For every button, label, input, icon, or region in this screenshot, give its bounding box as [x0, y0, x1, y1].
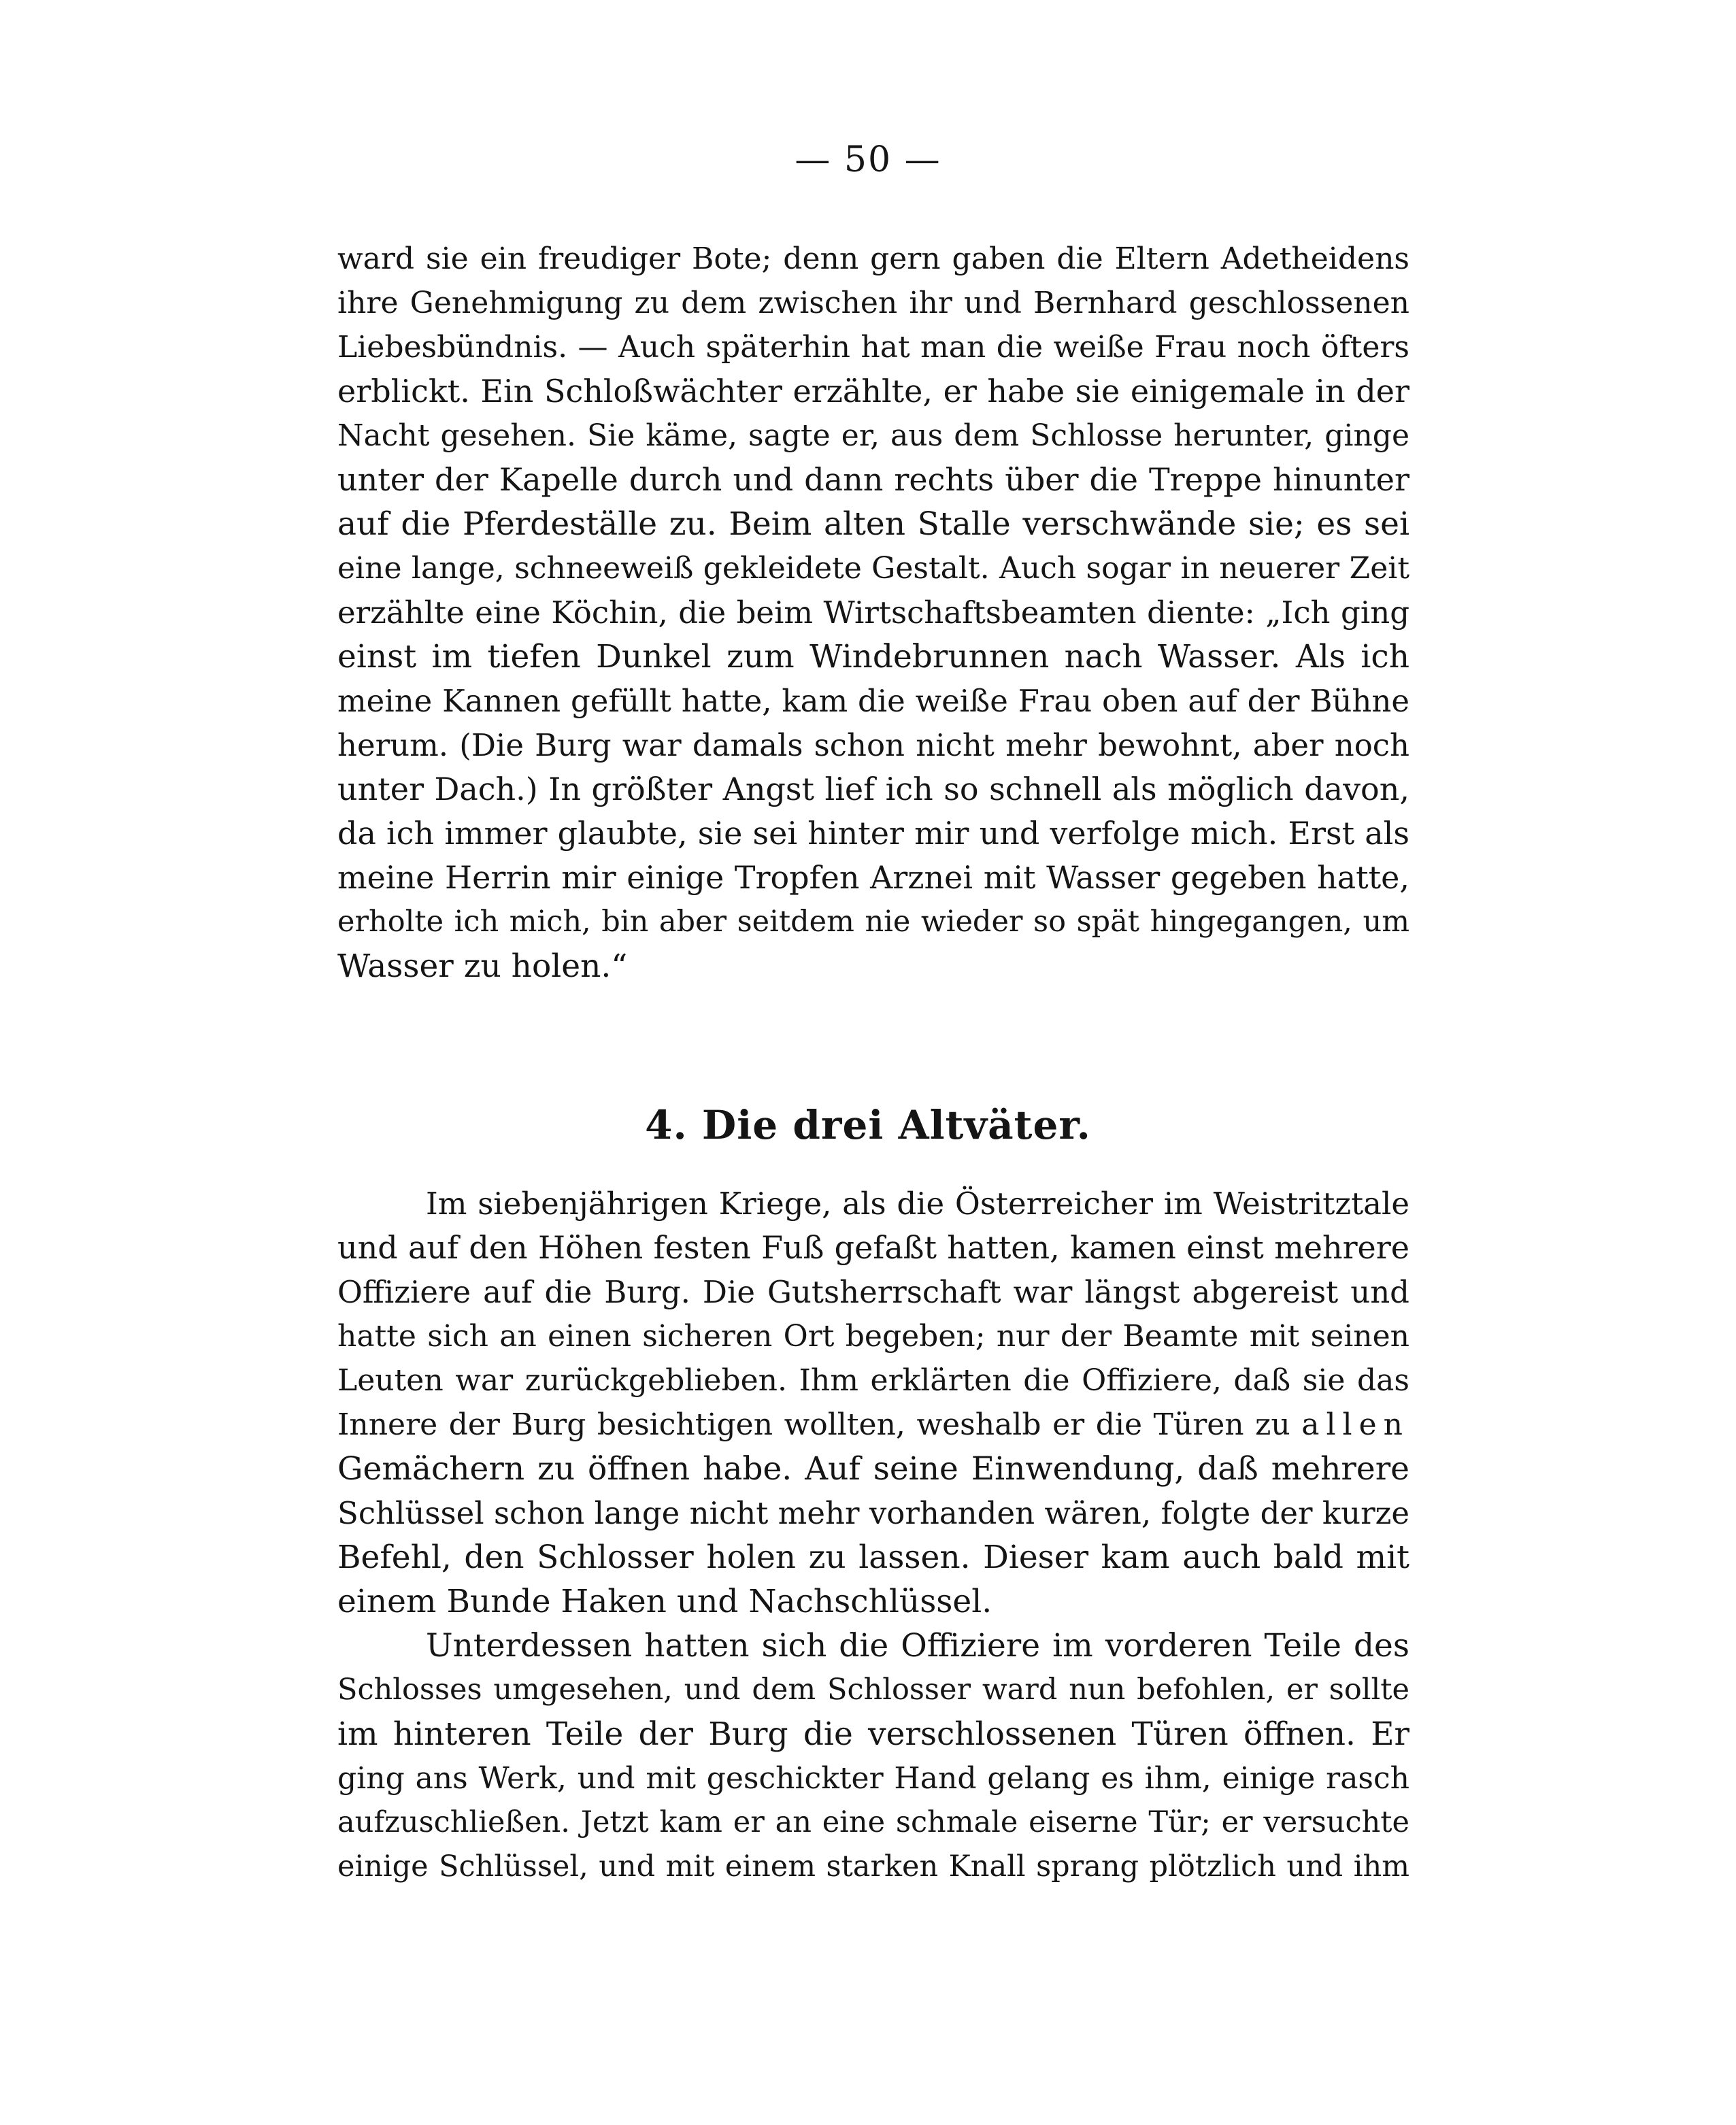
text-line: hatte sich an einen sicheren Ort begeben; nur der Beamte mit seinen [337, 1319, 1409, 1354]
text-line: Schlosses umgesehen, und dem Schlosser ward nun befohlen, er sollte [337, 1673, 1409, 1707]
text-line: erholte ich mich, bin aber seitdem nie wieder so spät hingegangen, um [337, 905, 1409, 939]
text-line-with-emphasis [337, 1403, 1409, 1447]
text-line: einem Bunde Haken und Nachschlüssel. [337, 1583, 992, 1620]
text-line: auf die Pferdeställe zu. Beim alten Stalle verschwände sie; es sei [337, 505, 1409, 543]
text-line: Wasser zu holen.“ [337, 948, 628, 985]
text-line: und auf den Höhen festen Fuß gefaßt hatten, kamen einst mehrere [337, 1229, 1409, 1266]
text-line: Leuten war zurückgeblieben. Ihm erklärten die Offiziere, daß sie das [337, 1363, 1409, 1398]
text-block-continuation [337, 237, 1409, 988]
text-line: meine Herrin mir einige Tropfen Arznei mit Wasser gegeben hatte, [337, 859, 1409, 896]
text-line: erzählte eine Köchin, die beim Wirtschaftsbeamten diente: „Ich ging [337, 595, 1409, 631]
text-fragment: Innere der Burg besichtigen wollten, weshalb er die Türen zu [337, 1407, 1290, 1442]
text-line: ward sie ein freudiger Bote; denn gern gaben die Eltern Adetheidens [337, 241, 1409, 276]
text-line: Liebesbündnis. — Auch späterhin hat man die weiße Frau noch öfters [337, 330, 1409, 365]
text-line: Unterdessen hatten sich die Offiziere im vorderen Teile des [426, 1627, 1409, 1664]
text-line: Im siebenjährigen Kriege, als die Österreicher im Weistritztale [426, 1186, 1409, 1222]
text-line: unter der Kapelle durch und dann rechts über die Treppe hinunter [337, 461, 1409, 498]
text-line: da ich immer glaubte, sie sei hinter mir und verfolge mich. Erst als [337, 815, 1409, 852]
text-line: im hinteren Teile der Burg die verschlossenen Türen öffnen. Er [337, 1716, 1409, 1753]
text-line: aufzuschließen. Jetzt kam er an eine schmale eiserne Tür; er versuchte [337, 1805, 1409, 1839]
text-line: meine Kannen gefüllt hatte, kam die weiße Frau oben auf der Bühne [337, 683, 1409, 719]
text-line: Nacht gesehen. Sie käme, sagte er, aus dem Schlosse herunter, ginge [337, 418, 1409, 453]
text-line: eine lange, schneeweiß gekleidete Gestalt. Auch sogar in neuerer Zeit [337, 551, 1409, 586]
text-line: ihre Genehmigung zu dem zwischen ihr und Bernhard geschlossenen [337, 286, 1409, 320]
text-line: herum. (Die Burg war damals schon nicht mehr bewohnt, aber noch [337, 727, 1409, 763]
text-line: Gemächern zu öffnen habe. Auf seine Einwendung, daß mehrere [337, 1450, 1409, 1488]
text-line: Befehl, den Schlosser holen zu lassen. Dieser kam auch bald mit [337, 1539, 1409, 1576]
emphasized-word: allen [1301, 1407, 1409, 1442]
text-line: unter Dach.) In größter Angst lief ich so schnell als möglich davon, [337, 771, 1409, 807]
text-block-section [337, 1182, 1409, 1889]
text-line: erblickt. Ein Schloßwächter erzählte, er habe sie einigemale in der [337, 373, 1409, 409]
text-line: ging ans Werk, und mit geschickter Hand gelang es ihm, einige rasch [337, 1761, 1409, 1796]
section-heading: 4. Die drei Altväter. [645, 1102, 1091, 1148]
text-line: Offiziere auf die Burg. Die Gutsherrschaft war längst abgereist und [337, 1274, 1409, 1310]
page-number: — 50 — [795, 139, 941, 180]
text-line: einige Schlüssel, und mit einem starken Knall sprang plötzlich und ihm [337, 1850, 1409, 1884]
text-line: Schlüssel schon lange nicht mehr vorhanden wären, folgte der kurze [337, 1495, 1409, 1531]
text-line: einst im tiefen Dunkel zum Windebrunnen nach Wasser. Als ich [337, 638, 1409, 675]
